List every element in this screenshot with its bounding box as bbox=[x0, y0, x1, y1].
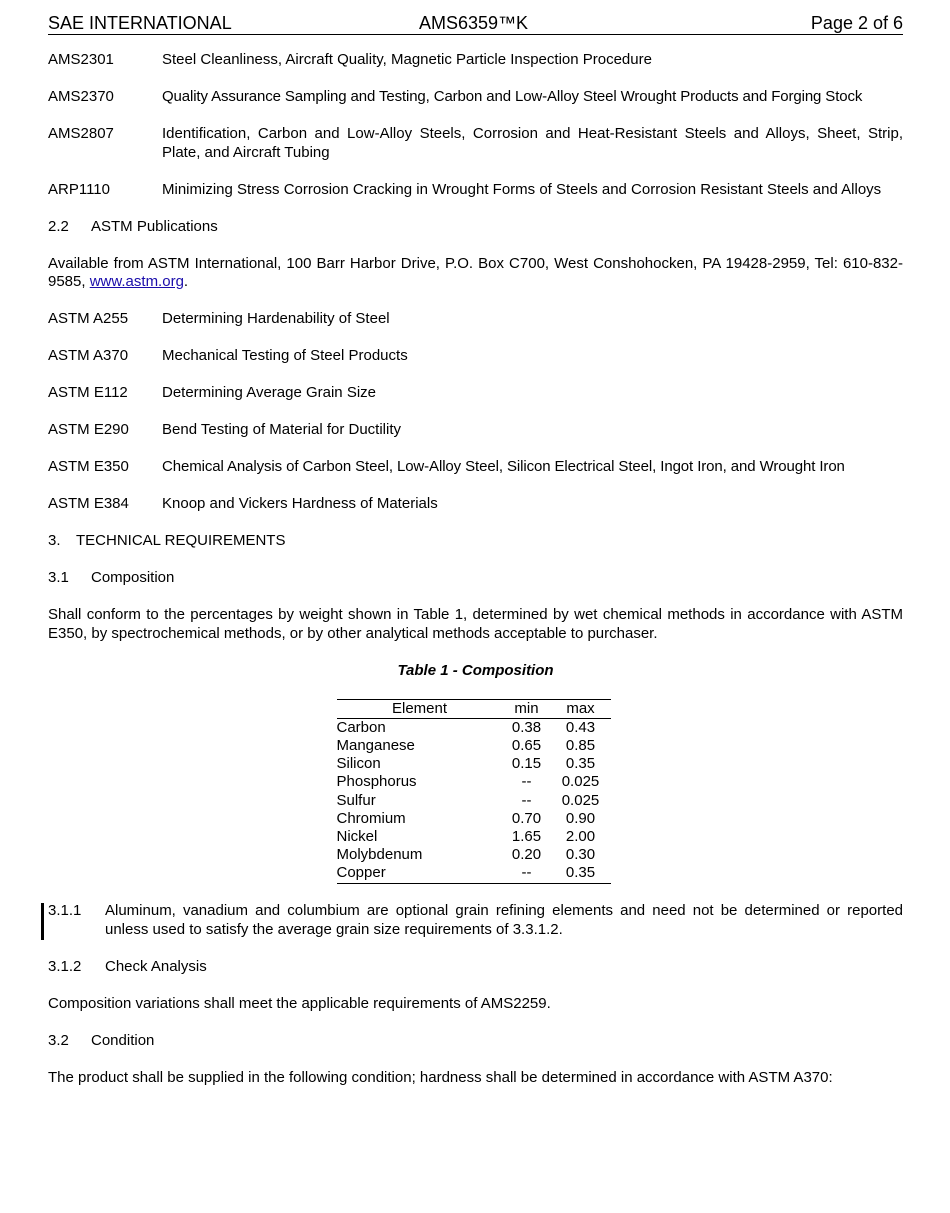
reference-item bbox=[48, 421, 903, 440]
reference-code: ARP1110 bbox=[48, 180, 110, 198]
cell-element: Sulfur bbox=[336, 791, 376, 809]
cell-element: Manganese bbox=[336, 736, 415, 754]
section-heading-3-1 bbox=[48, 569, 903, 588]
reference-desc: Mechanical Testing of Steel Products bbox=[162, 347, 408, 364]
cell-max: 0.43 bbox=[565, 718, 596, 736]
header-element: Element bbox=[337, 699, 503, 718]
table-row bbox=[337, 737, 611, 755]
table-header-row bbox=[337, 699, 611, 718]
composition-paragraph: Shall conform to the percentages by weight shown in Table 1, determined by wet chemical methods in accordance with ASTM E350, by spectrochemical methods, or by other analytical methods acceptable to purchaser. bbox=[48, 606, 903, 642]
cell-min: 1.65 bbox=[511, 827, 542, 845]
header-page-number: Page 2 of 6 bbox=[810, 13, 903, 33]
section-title: Check Analysis bbox=[105, 957, 207, 975]
header-org: SAE INTERNATIONAL bbox=[48, 13, 232, 33]
reference-code: ASTM E384 bbox=[48, 495, 129, 512]
section-number: 3.1 bbox=[48, 569, 69, 586]
reference-desc: Determining Hardenability of Steel bbox=[162, 310, 390, 327]
reference-item bbox=[48, 310, 903, 329]
cell-min: 0.70 bbox=[511, 809, 542, 827]
reference-item bbox=[48, 495, 903, 514]
reference-code: AMS2301 bbox=[48, 51, 114, 68]
astm-availability-paragraph bbox=[48, 255, 903, 292]
cell-element: Silicon bbox=[336, 755, 381, 773]
reference-item bbox=[48, 458, 903, 477]
revision-change-bar bbox=[41, 903, 44, 940]
reference-desc: Minimizing Stress Corrosion Cracking in Wrought Forms of Steels and Corrosion Resistant Steels and Alloys bbox=[162, 180, 882, 198]
header-max: max bbox=[551, 699, 611, 718]
cell-min: 0.65 bbox=[511, 736, 542, 754]
table-row bbox=[337, 828, 611, 846]
cell-max: 2.00 bbox=[565, 827, 596, 845]
cell-max: 0.85 bbox=[565, 736, 596, 754]
section-number: 3. bbox=[48, 532, 61, 549]
reference-code: AMS2807 bbox=[48, 125, 114, 142]
reference-desc: Bend Testing of Material for Ductility bbox=[162, 421, 401, 438]
table-title: Table 1 - Composition bbox=[397, 661, 554, 679]
reference-code: ASTM A370 bbox=[48, 347, 129, 364]
reference-item bbox=[48, 384, 903, 403]
reference-item bbox=[48, 181, 903, 200]
table-row bbox=[337, 864, 611, 883]
reference-desc: Identification, Carbon and Low-Alloy Steels, Corrosion and Heat-Resistant Steels and Alloys, Sheet, Strip, Plate, and Aircraft Tubing bbox=[162, 125, 903, 161]
header-doc-id: AMS6359™K bbox=[419, 13, 529, 33]
section-number: 3.2 bbox=[48, 1031, 69, 1049]
reference-item bbox=[48, 347, 903, 366]
reference-item bbox=[48, 88, 903, 107]
check-analysis-paragraph: Composition variations shall meet the applicable requirements of AMS2259. bbox=[48, 994, 551, 1012]
cell-max: 0.35 bbox=[565, 755, 596, 773]
cell-element: Carbon bbox=[336, 718, 386, 736]
reference-desc: Knoop and Vickers Hardness of Materials bbox=[162, 495, 438, 512]
cell-min: 0.20 bbox=[511, 846, 542, 864]
section-title: TECHNICAL REQUIREMENTS bbox=[76, 532, 286, 549]
reference-item bbox=[48, 125, 903, 162]
cell-max: 0.90 bbox=[565, 809, 596, 827]
astm-website-link[interactable]: www.astm.org bbox=[89, 273, 184, 290]
table-row bbox=[337, 792, 611, 810]
table-row bbox=[337, 755, 611, 773]
section-title: Composition bbox=[91, 569, 175, 586]
condition-paragraph: The product shall be supplied in the following condition; hardness shall be determined in accordance with ASTM A370: bbox=[48, 1068, 833, 1086]
cell-min: 0.15 bbox=[511, 755, 542, 773]
section-number: 2.2 bbox=[48, 217, 69, 235]
section-number: 3.1.1 bbox=[48, 902, 82, 920]
table-row bbox=[337, 773, 611, 791]
cell-element: Molybdenum bbox=[336, 846, 423, 864]
cell-max: 0.025 bbox=[561, 773, 600, 791]
header-min: min bbox=[503, 699, 551, 718]
section-heading-3 bbox=[48, 532, 903, 551]
table-row bbox=[337, 810, 611, 828]
section-heading-2-2 bbox=[48, 218, 903, 237]
reference-code: ASTM E350 bbox=[48, 458, 129, 475]
cell-element: Chromium bbox=[336, 809, 406, 827]
reference-item bbox=[48, 51, 903, 70]
reference-code: ASTM E112 bbox=[48, 384, 128, 401]
reference-code: AMS2370 bbox=[48, 88, 114, 105]
reference-desc: Chemical Analysis of Carbon Steel, Low-Alloy Steel, Silicon Electrical Steel, Ingot Iron, and Wrought Iron bbox=[162, 458, 845, 475]
cell-min: -- bbox=[521, 791, 532, 809]
cell-min: -- bbox=[521, 773, 532, 791]
section-heading-3-1-2 bbox=[48, 958, 903, 977]
section-title: ASTM Publications bbox=[91, 217, 218, 235]
reference-desc: Determining Average Grain Size bbox=[162, 384, 376, 401]
table-row bbox=[337, 718, 611, 737]
composition-table bbox=[337, 699, 611, 884]
page-header bbox=[48, 13, 903, 35]
section-text: Aluminum, vanadium and columbium are optional grain refining elements and need not be determined or reported unless used to satisfy the average grain size requirements of 3.3.1.2. bbox=[105, 902, 903, 938]
availability-text: Available from ASTM International, 100 Barr Harbor Drive, P.O. Box C700, West Conshohocken, PA 19428-2959, Tel: 610-832-9585, bbox=[48, 254, 903, 290]
reference-code: ASTM A255 bbox=[48, 310, 129, 327]
section-3-1-1 bbox=[48, 902, 903, 939]
section-heading-3-2 bbox=[48, 1032, 903, 1051]
reference-desc: Steel Cleanliness, Aircraft Quality, Magnetic Particle Inspection Procedure bbox=[162, 51, 652, 68]
cell-element: Nickel bbox=[336, 827, 378, 845]
cell-max: 0.30 bbox=[565, 846, 596, 864]
availability-end: . bbox=[183, 273, 189, 290]
section-number: 3.1.2 bbox=[48, 957, 82, 975]
cell-element: Copper bbox=[337, 864, 503, 883]
document-body bbox=[48, 51, 903, 1106]
cell-element: Phosphorus bbox=[336, 773, 417, 791]
table-row bbox=[337, 846, 611, 864]
cell-max: 0.35 bbox=[551, 864, 611, 883]
reference-code: ASTM E290 bbox=[48, 421, 129, 438]
cell-max: 0.025 bbox=[561, 791, 600, 809]
cell-min: -- bbox=[503, 864, 551, 883]
cell-min: 0.38 bbox=[511, 718, 542, 736]
reference-desc: Quality Assurance Sampling and Testing, Carbon and Low-Alloy Steel Wrought Products and Forging Stock bbox=[162, 88, 863, 105]
section-title: Condition bbox=[91, 1031, 155, 1049]
